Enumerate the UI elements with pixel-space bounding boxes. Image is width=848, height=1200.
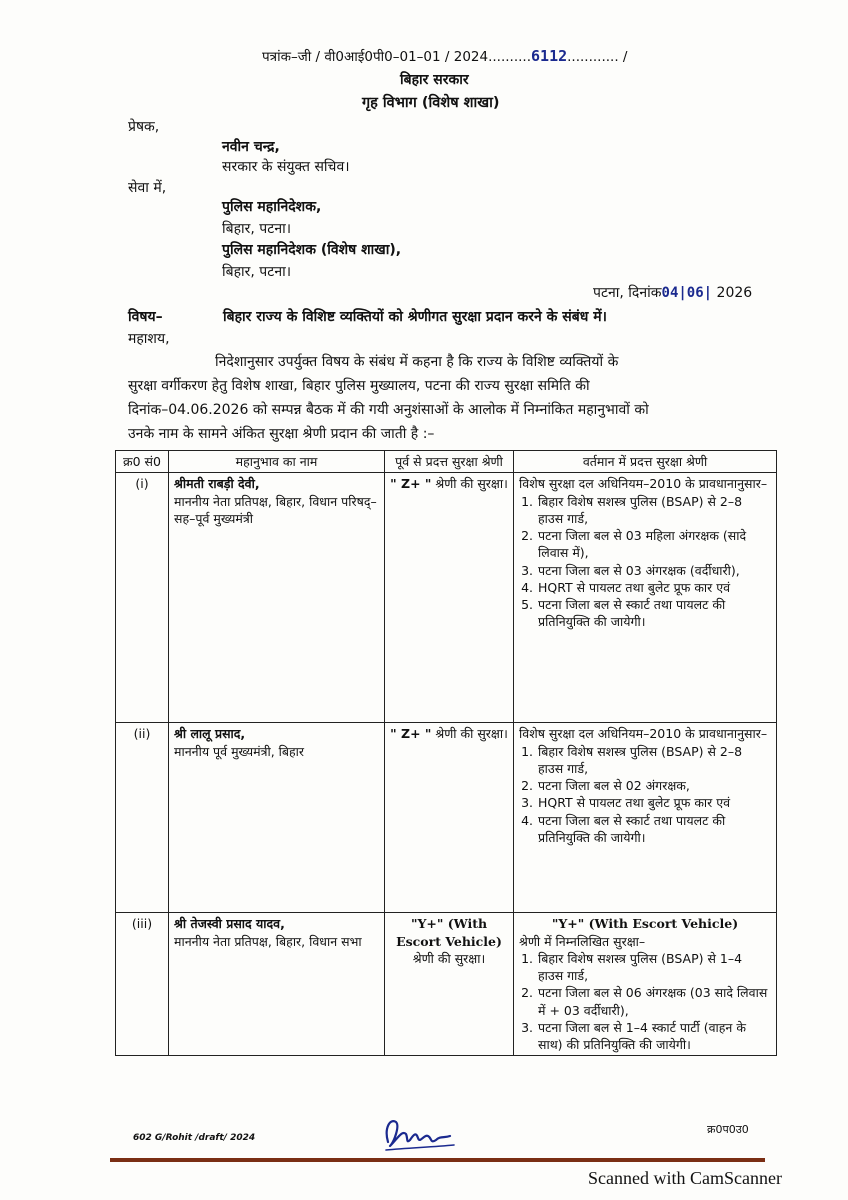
recipient-label: सेवा में, [128, 180, 167, 196]
list-item: 2. पटना जिला बल से 02 अंगरक्षक, [537, 777, 771, 794]
row-current-list [519, 743, 771, 847]
table-header-row [116, 451, 777, 473]
subject-label: विषय– [128, 309, 163, 325]
list-item: 1. बिहार विशेष सशस्त्र पुलिस (BSAP) से 1–4 हाउस गार्ड, [537, 950, 771, 985]
header-previous: पूर्व से प्रदत्त सुरक्षा श्रेणी [385, 451, 514, 473]
row-current-list [519, 493, 771, 631]
list-item: 5. पटना जिला बल से स्कार्ट तथा पायलट की प्रतिनियुक्ति की जायेगी। [537, 596, 771, 631]
row-previous-category: " Z+ " [390, 476, 432, 492]
list-item: 3. HQRT से पायलट तथा बुलेट प्रूफ कार एवं [537, 794, 771, 811]
row-name: श्री तेजस्वी प्रसाद यादव, [174, 916, 285, 932]
handwritten-ref-number: 6112 [531, 47, 568, 65]
row-current-heading: "Y+" (With Escort Vehicle) [551, 916, 739, 932]
camscanner-watermark: Scanned with CamScanner [588, 1168, 782, 1188]
row-serial: (ii) [116, 723, 169, 913]
table-row [116, 723, 777, 913]
body-line-3: दिनांक–04.06.2026 को सम्पन्न बैठक में की गयी अनुशंसाओं के आलोक में निम्नांकित महानुभावों को [128, 402, 649, 418]
recipient-2-title: पुलिस महानिदेशक (विशेष शाखा), [222, 242, 402, 258]
recipient-1-title: पुलिस महानिदेशक, [222, 199, 322, 215]
list-item: 2. पटना जिला बल से 03 महिला अंगरक्षक (सादे लिवास में), [537, 527, 771, 562]
sender-label: प्रेषक, [128, 119, 160, 135]
handwritten-date: 04|06| [661, 285, 713, 301]
salutation: महाशय, [128, 331, 170, 347]
list-item: 3. पटना जिला बल से 03 अंगरक्षक (वर्दीधारी), [537, 562, 771, 579]
list-item: 4. पटना जिला बल से स्कार्ट तथा पायलट की प्रतिनियुक्ति की जायेगी। [537, 812, 771, 847]
table-row [116, 913, 777, 1056]
row-current-intro: विशेष सुरक्षा दल अधिनियम–2010 के प्रावधानानुसार– [519, 476, 768, 492]
letter-reference: पत्रांक–जी / वी0आई0पी0–01–01 / 2024..........6112............ / [262, 47, 628, 65]
row-role: माननीय नेता प्रतिपक्ष, बिहार, विधान सभा [174, 933, 362, 949]
list-item: 1. बिहार विशेष सशस्त्र पुलिस (BSAP) से 2–8 हाउस गार्ड, [537, 493, 771, 528]
department-name: गृह विभाग (विशेष शाखा) [362, 95, 500, 111]
security-table [115, 450, 777, 1056]
row-previous-category: " Z+ " [390, 726, 432, 742]
header-name: महानुभाव का नाम [169, 451, 385, 473]
list-item: 4. HQRT से पायलट तथा बुलेट प्रूफ कार एवं [537, 579, 771, 596]
row-serial: (iii) [116, 913, 169, 1056]
table-row [116, 473, 777, 723]
list-item: 2. पटना जिला बल से 06 अंगरक्षक (03 सादे लिवास में + 03 वर्दीधारी), [537, 984, 771, 1019]
list-item: 1. बिहार विशेष सशस्त्र पुलिस (BSAP) से 2–8 हाउस गार्ड, [537, 743, 771, 778]
row-previous-suffix: श्रेणी की सुरक्षा। [435, 476, 508, 492]
letter-date: पटना, दिनांक04|06| 2026 [593, 285, 753, 301]
row-previous-suffix: श्रेणी की सुरक्षा। [435, 726, 508, 742]
recipient-2-place: बिहार, पटना। [222, 264, 292, 280]
body-line-1: निदेशानुसार उपर्युक्त विषय के संबंध में कहना है कि राज्य के विशिष्ट व्यक्तियों के [215, 354, 619, 370]
body-line-4: उनके नाम के सामने अंकित सुरक्षा श्रेणी प्रदान की जाती है :– [128, 426, 435, 442]
draft-code: 602 G/Rohit /draft/ 2024 [133, 1133, 256, 1143]
row-previous-category: "Y+" (With Escort Vehicle) [396, 916, 502, 949]
row-previous-suffix: श्रेणी की सुरक्षा। [412, 950, 486, 966]
row-role: माननीय पूर्व मुख्यमंत्री, बिहार [174, 743, 305, 759]
government-name: बिहार सरकार [400, 72, 469, 88]
row-role: माननीय नेता प्रतिपक्ष, बिहार, विधान परिषद्–सह–पूर्व मुख्यमंत्री [174, 493, 377, 526]
signature-initials [380, 1112, 460, 1154]
sender-name: नवीन चन्द्र, [222, 139, 280, 155]
row-name: श्रीमती राबड़ी देवी, [174, 476, 260, 492]
bottom-rule [110, 1158, 765, 1162]
subject-text: बिहार राज्य के विशिष्ट व्यक्तियों को श्रेणीगत सुरक्षा प्रदान करने के संबंध में। [223, 309, 607, 325]
row-serial: (i) [116, 473, 169, 723]
sender-designation: सरकार के संयुक्त सचिव। [222, 159, 350, 175]
header-serial: क्र0 सं0 [116, 451, 169, 473]
list-item: 3. पटना जिला बल से 1–4 स्कार्ट पार्टी (वाहन के साथ) की प्रतिनियुक्ति की जायेगी। [537, 1019, 771, 1054]
row-current-intro: श्रेणी में निम्नलिखित सुरक्षा– [519, 933, 646, 949]
page-continue-mark: क्र0प0उ0 [707, 1123, 749, 1136]
recipient-1-place: बिहार, पटना। [222, 221, 292, 237]
body-line-2: सुरक्षा वर्गीकरण हेतु विशेष शाखा, बिहार पुलिस मुख्यालय, पटना की राज्य सुरक्षा समिति की [128, 378, 590, 394]
row-current-list [519, 950, 771, 1054]
row-name: श्री लालू प्रसाद, [174, 726, 246, 742]
row-current-intro: विशेष सुरक्षा दल अधिनियम–2010 के प्रावधानानुसार– [519, 726, 768, 742]
header-current: वर्तमान में प्रदत्त सुरक्षा श्रेणी [514, 451, 777, 473]
